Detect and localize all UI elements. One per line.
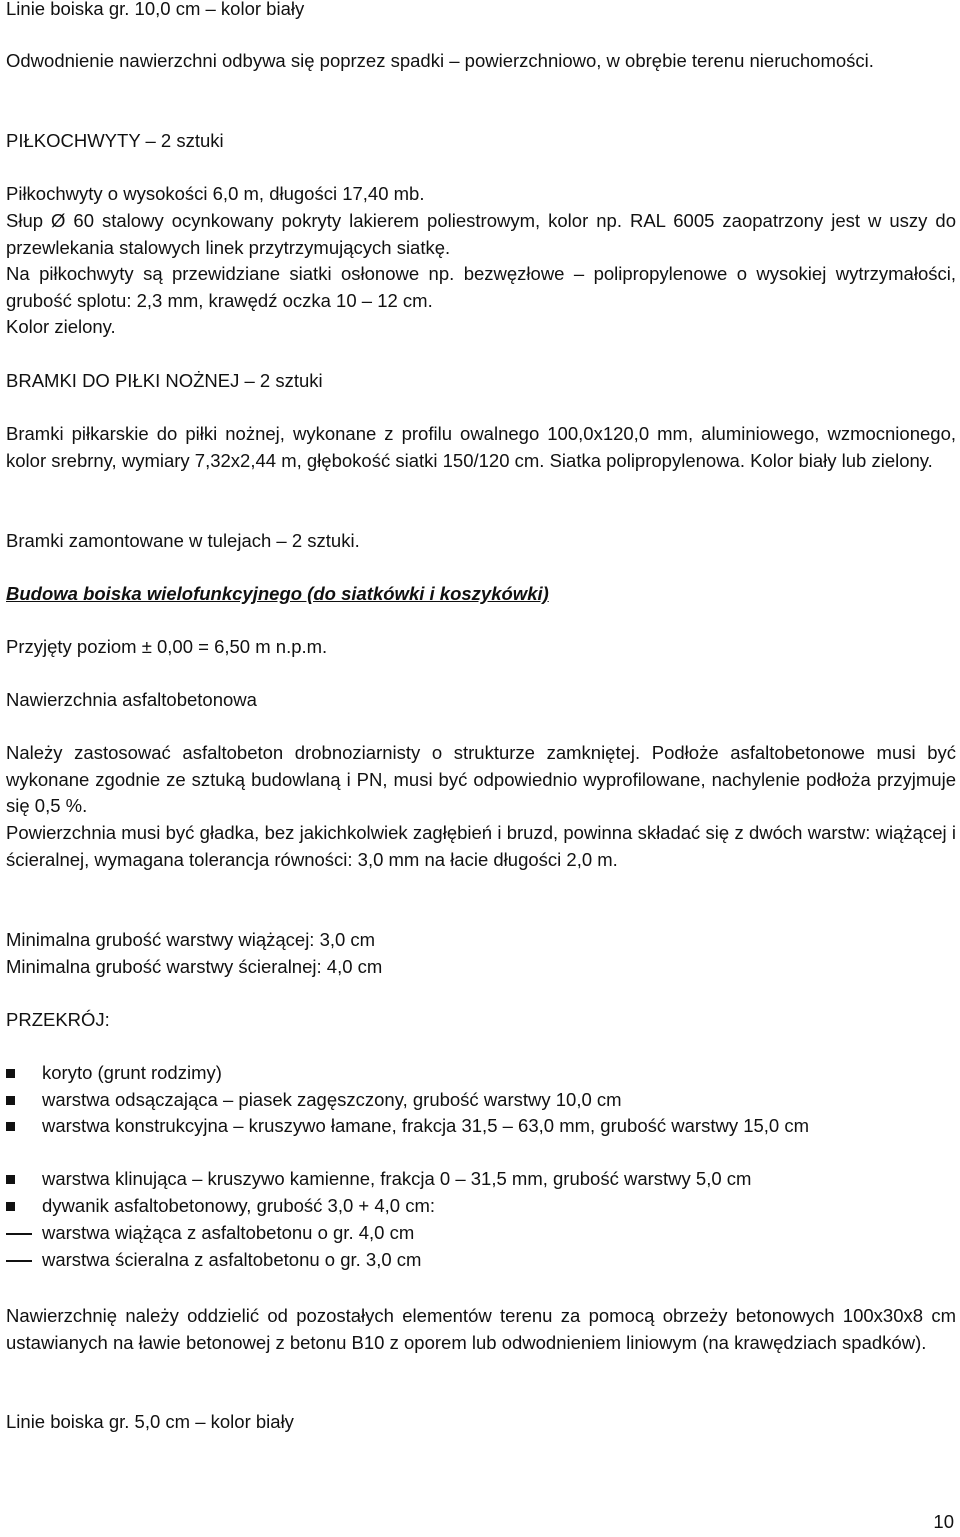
ball-catchers-post: Słup Ø 60 stalowy ocynkowany pokryty lakierem poliestrowym, kolor np. RAL 6005 zaopatrzony jest w uszy do przewlekania stalowych linek przytrzymujących siatkę.: [6, 210, 956, 258]
cross-section-label: PRZEKRÓJ:: [6, 1009, 110, 1030]
line-width-note-bottom: Linie boiska gr. 5,0 cm – kolor biały: [6, 1411, 294, 1432]
list-item-text: warstwa klinująca – kruszywo kamienne, frakcja 0 – 31,5 mm, grubość warstwy 5,0 cm: [42, 1168, 752, 1189]
list-item-text: dywanik asfaltobetonowy, grubość 3,0 + 4,0 cm:: [42, 1195, 435, 1216]
dash-bullet-icon: [6, 1260, 32, 1262]
list-item-text: koryto (grunt rodzimy): [42, 1062, 222, 1083]
reference-level: Przyjęty poziom ± 0,00 = 6,50 m n.p.m.: [6, 636, 328, 657]
min-wearing-thickness: Minimalna grubość warstwy ścieralnej: 4,0 cm: [6, 956, 383, 977]
asphalt-requirements: Należy zastosować asfaltobeton drobnoziarnisty o strukturze zamkniętej. Podłoże asfaltobetonowe musi być wykonane zgodnie ze sztuką budowlaną i PN, musi być odpowiednio wyprofilowane, nachylenie podłoża przyjmuje się 0,5 %.: [6, 742, 956, 817]
dash-bullet-icon: [6, 1233, 32, 1235]
list-item-text: warstwa odsączająca – piasek zagęszczony, grubość warstwy 10,0 cm: [42, 1089, 622, 1110]
drainage-paragraph: Odwodnienie nawierzchni odbywa się poprzez spadki – powierzchniowo, w obrębie terenu nieruchomości.: [6, 50, 874, 71]
list-item-text: warstwa konstrukcyjna – kruszywo łamane, frakcja 31,5 – 63,0 mm, grubość warstwy 15,0 cm: [42, 1115, 810, 1136]
goals-description: Bramki piłkarskie do piłki nożnej, wykonane z profilu owalnego 100,0x120,0 mm, aluminiowego, wzmocnionego, kolor srebrny, wymiary 7,32x2,44 m, głębokość siatki 150/120 cm. Siatka polipropylenowa. Kolor biały lub zielony.: [6, 423, 956, 471]
square-bullet-icon: [6, 1069, 15, 1078]
ball-catchers-color: Kolor zielony.: [6, 316, 116, 337]
surface-smoothness: Powierzchnia musi być gładka, bez jakichkolwiek zagłębień i bruzd, powinna składać się z dwóch warstw: wiążącej i ścieralnej, wymagana tolerancja równości: 3,0 mm na łacie długości 2,0 m.: [6, 822, 956, 870]
goals-heading: BRAMKI DO PIŁKI NOŻNEJ – 2 sztuki: [6, 370, 323, 391]
surface-type: Nawierzchnia asfaltobetonowa: [6, 689, 257, 710]
list-item-text: warstwa wiążąca z asfaltobetonu o gr. 4,0 cm: [42, 1222, 415, 1243]
section-heading-text: Budowa boiska wielofunkcyjnego (do siatkówki i koszykówki): [6, 583, 549, 604]
page-number: 10: [933, 1511, 954, 1532]
section-heading: [6, 581, 956, 608]
ball-catchers-size: Piłkochwyty o wysokości 6,0 m, długości 17,40 mb.: [6, 183, 425, 204]
ball-catchers-net: Na piłkochwyty są przewidziane siatki osłonowe np. bezwęzłowe – polipropylenowe o wysokiej wytrzymałości, grubość splotu: 2,3 mm, krawędź oczka 10 – 12 cm.: [6, 263, 956, 311]
curbs-paragraph: Nawierzchnię należy oddzielić od pozostałych elementów terenu za pomocą obrzeży betonowych 100x30x8 cm ustawianych na ławie betonowej z betonu B10 z oporem lub odwodnieniem liniowym (na krawędziach spadków).: [6, 1305, 956, 1353]
list-item-text: warstwa ścieralna z asfaltobetonu o gr. 3,0 cm: [42, 1249, 422, 1270]
min-binder-thickness: Minimalna grubość warstwy wiążącej: 3,0 cm: [6, 929, 376, 950]
square-bullet-icon: [6, 1122, 15, 1131]
goals-mounting: Bramki zamontowane w tulejach – 2 sztuki.: [6, 530, 360, 551]
line-width-note-top: Linie boiska gr. 10,0 cm – kolor biały: [6, 0, 305, 19]
square-bullet-icon: [6, 1096, 15, 1105]
square-bullet-icon: [6, 1202, 15, 1211]
square-bullet-icon: [6, 1175, 15, 1184]
ball-catchers-heading: PIŁKOCHWYTY – 2 sztuki: [6, 130, 224, 151]
